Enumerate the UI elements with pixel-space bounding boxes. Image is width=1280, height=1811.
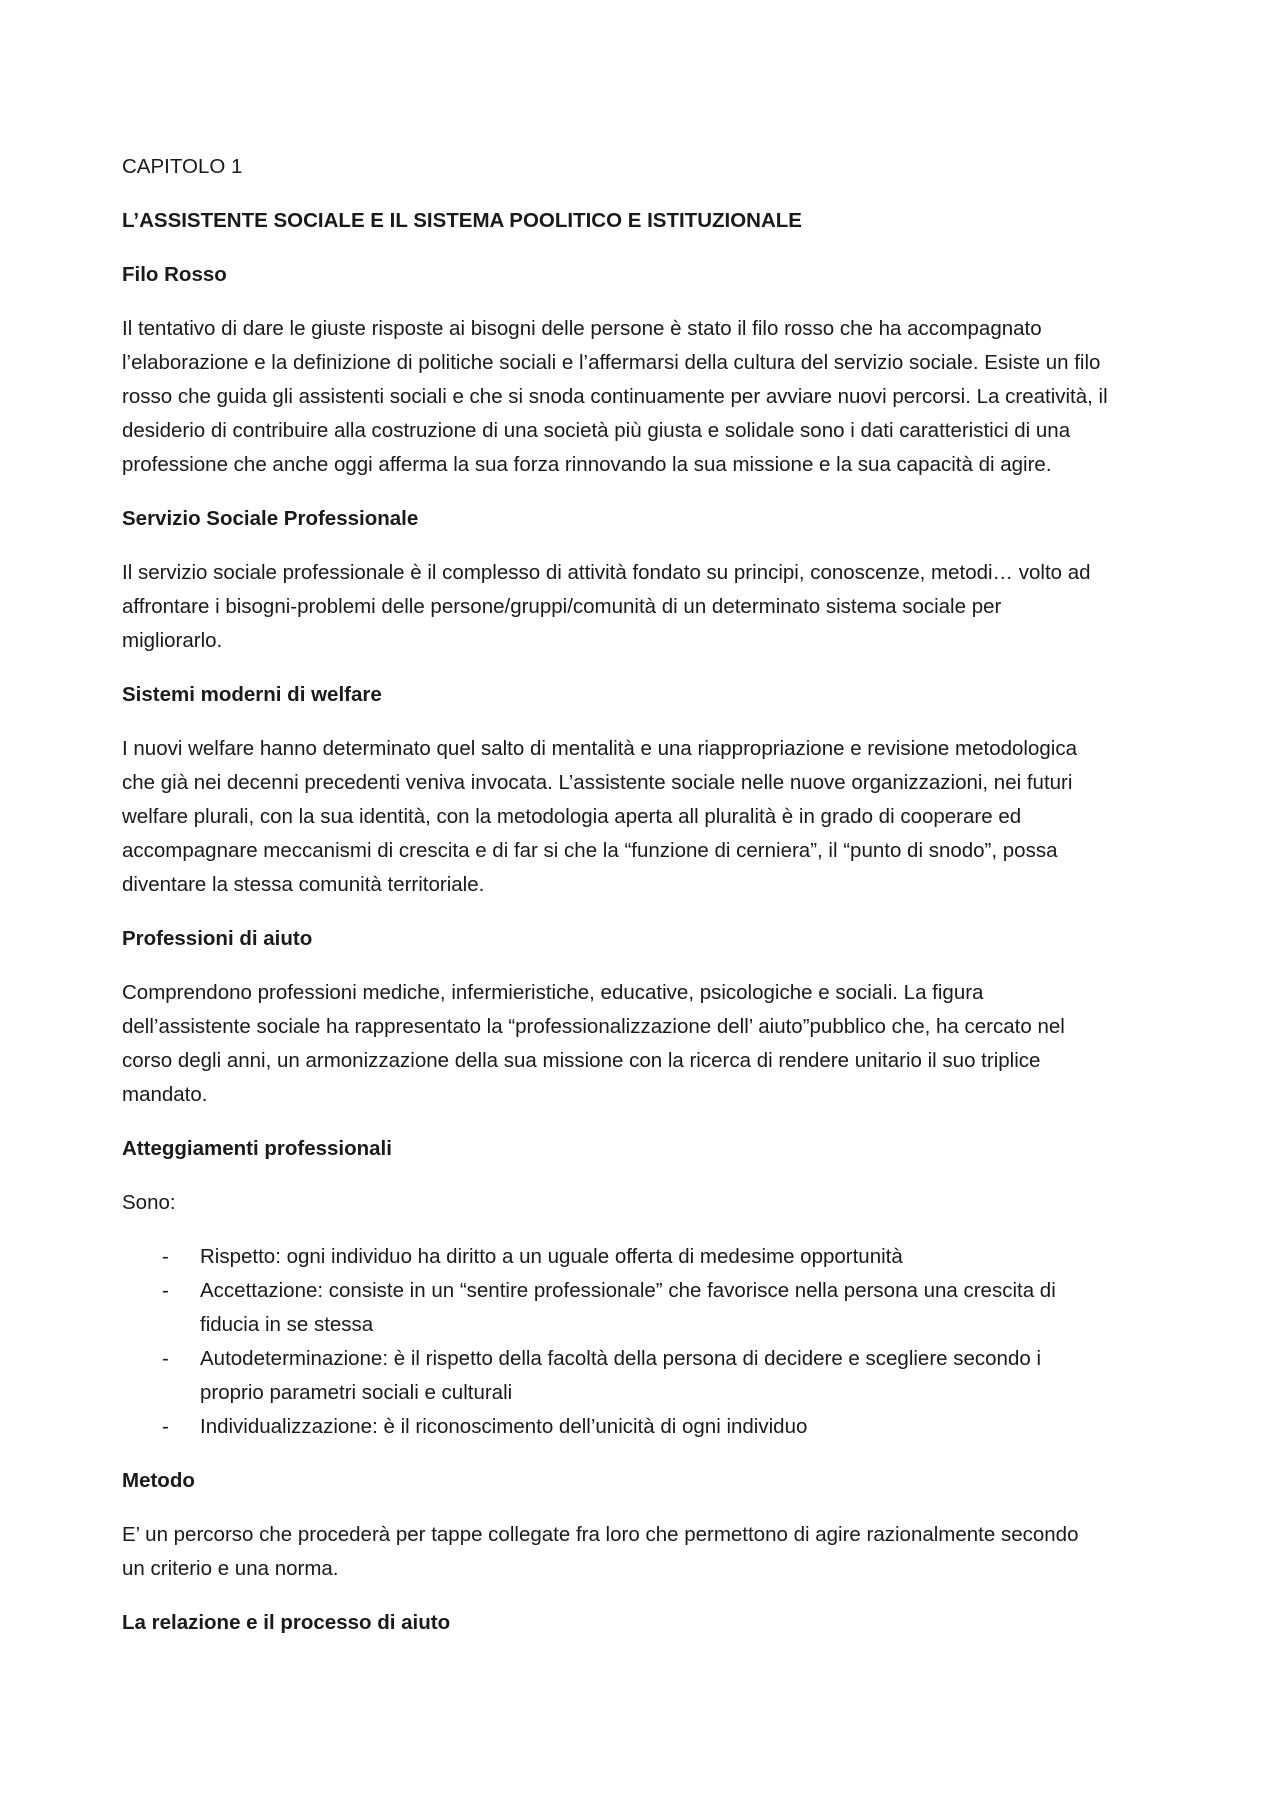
paragraph-filo-rosso [122, 312, 1174, 482]
text-line: professione che anche oggi afferma la sua forza rinnovando la sua missione e la sua capacità di agire. [122, 453, 1052, 476]
section-heading-professioni: Professioni di aiuto [122, 927, 313, 950]
document-page [122, 150, 1174, 1660]
text-line: corso degli anni, un armonizzazione della sua missione con la ricerca di rendere unitario il suo triplice [122, 1049, 1041, 1072]
list-item [122, 1274, 1174, 1342]
text-line: Autodeterminazione: è il rispetto della facoltà della persona di decidere e scegliere secondo i [200, 1347, 1042, 1370]
chapter-label: CAPITOLO 1 [122, 155, 243, 178]
chapter-title: L’ASSISTENTE SOCIALE E IL SISTEMA POOLITICO E ISTITUZIONALE [122, 209, 802, 232]
section-heading-filo-rosso: Filo Rosso [122, 263, 227, 286]
bullet-dash: - [162, 1415, 169, 1438]
paragraph-welfare [122, 732, 1174, 902]
bullet-dash: - [162, 1245, 169, 1268]
text-line: Accettazione: consiste in un “sentire professionale” che favorisce nella persona una crescita di [200, 1279, 1056, 1302]
bullet-dash: - [162, 1279, 169, 1302]
paragraph-professioni [122, 976, 1174, 1112]
text-line: desiderio di contribuire alla costruzione di una società più giusta e solidale sono i dati caratteristici di una [122, 419, 1071, 442]
text-line: rosso che guida gli assistenti sociali e che si snoda continuamente per avviare nuovi percorsi. La creatività, il [122, 385, 1108, 408]
section-heading-welfare: Sistemi moderni di welfare [122, 683, 382, 706]
text-line: dell’assistente sociale ha rappresentato la “professionalizzazione dell’ aiuto”pubblico che, ha cercato nel [122, 1015, 1065, 1038]
paragraph-servizio-sociale [122, 556, 1174, 658]
intro-line-sono: Sono: [122, 1191, 176, 1214]
list-item [122, 1240, 1174, 1274]
section-heading-metodo: Metodo [122, 1469, 195, 1492]
section-heading-atteggiamenti: Atteggiamenti professionali [122, 1137, 392, 1160]
text-line: Rispetto: ogni individuo ha diritto a un uguale offerta di medesime opportunità [200, 1245, 903, 1268]
text-line: Individualizzazione: è il riconoscimento dell’unicità di ogni individuo [200, 1415, 808, 1438]
text-line: mandato. [122, 1083, 208, 1106]
text-line: affrontare i bisogni-problemi delle persone/gruppi/comunità di un determinato sistema sociale per [122, 595, 1002, 618]
paragraph-metodo [122, 1518, 1174, 1586]
text-line: fiducia in se stessa [200, 1313, 374, 1336]
text-line: migliorarlo. [122, 629, 223, 652]
section-heading-relazione: La relazione e il processo di aiuto [122, 1611, 451, 1634]
text-line: che già nei decenni precedenti veniva invocata. L’assistente sociale nelle nuove organizzazioni, nei futuri [122, 771, 1073, 794]
text-line: accompagnare meccanismi di crescita e di far si che la “funzione di cerniera”, il “punto di snodo”, possa [122, 839, 1058, 862]
bullet-dash: - [162, 1347, 169, 1370]
text-line: Il servizio sociale professionale è il complesso di attività fondato su principi, conoscenze, metodi… volto ad [122, 561, 1091, 584]
list-item [122, 1410, 1174, 1444]
text-line: welfare plurali, con la sua identità, con la metodologia aperta all pluralità è in grado di cooperare ed [122, 805, 1022, 828]
text-line: diventare la stessa comunità territoriale. [122, 873, 485, 896]
text-line: Il tentativo di dare le giuste risposte ai bisogni delle persone è stato il filo rosso che ha accompagnato [122, 317, 1042, 340]
text-line: proprio parametri sociali e culturali [200, 1381, 513, 1404]
attitudes-list [122, 1240, 1174, 1444]
text-line: Comprendono professioni mediche, infermieristiche, educative, psicologiche e sociali. La figura [122, 981, 984, 1004]
text-line: un criterio e una norma. [122, 1557, 339, 1580]
section-heading-servizio-sociale: Servizio Sociale Professionale [122, 507, 419, 530]
text-line: I nuovi welfare hanno determinato quel salto di mentalità e una riappropriazione e revisione metodologica [122, 737, 1077, 760]
list-item [122, 1342, 1174, 1410]
text-line: E’ un percorso che procederà per tappe collegate fra loro che permettono di agire razionalmente secondo [122, 1523, 1079, 1546]
text-line: l’elaborazione e la definizione di politiche sociali e l’affermarsi della cultura del servizio sociale. Esiste un filo [122, 351, 1101, 374]
